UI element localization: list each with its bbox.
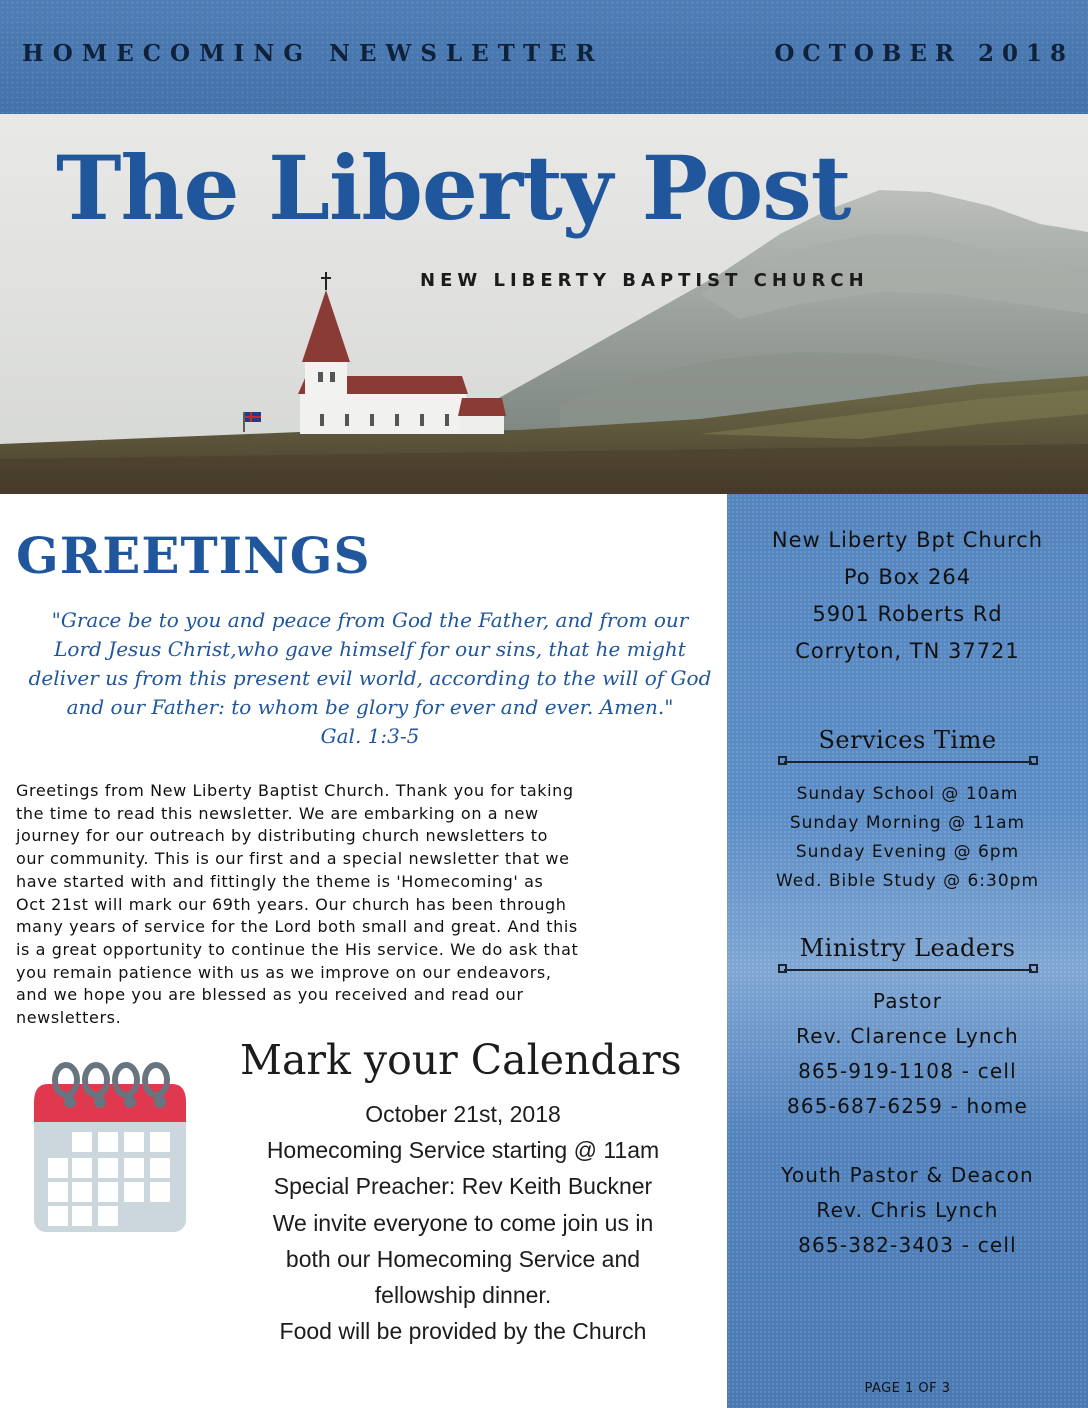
calendar-line: We invite everyone to come join us in [272,1209,654,1236]
calendar-line: fellowship dinner. [374,1282,552,1309]
masthead-title: The Liberty Post [56,136,851,240]
greetings-heading: GREETINGS [16,526,371,585]
calendar-heading: Mark your Calendars [240,1036,682,1084]
services-list [727,780,1088,896]
quote-line: "Grace be to you and peace from God the Father, and from our [51,608,689,632]
issue-date: OCTOBER 2018 [774,40,1074,67]
church-address [727,522,1088,670]
quote-line: and our Father: to whom be glory for ever and ever. Amen." [66,695,674,719]
service-item: Sunday School @ 10am [796,784,1019,804]
greetings-body [16,780,696,1030]
body-line: is a great opportunity to continue the His service. We do ask that [16,939,579,959]
newsletter-label: HOMECOMING NEWSLETTER [22,40,604,67]
leader-line: Youth Pastor & Deacon [781,1163,1034,1187]
leader-line: Rev. Clarence Lynch [796,1024,1019,1048]
sidebar [727,494,1088,1408]
service-item: Wed. Bible Study @ 6:30pm [775,871,1040,891]
address-line: 5901 Roberts Rd [812,602,1003,626]
body-line: our community. This is our first and a special newsletter that we [16,849,570,869]
church-building [298,272,506,434]
calendar-line: October 21st, 2018 [365,1101,561,1127]
leader-line: 865-687-6259 - home [786,1094,1029,1118]
church-name-subtitle: NEW LIBERTY BAPTIST CHURCH [420,270,869,291]
leader-line: 865-919-1108 - cell [798,1059,1017,1083]
hero-banner [0,114,1088,494]
leaders-heading: Ministry Leaders [799,934,1016,962]
calendar-line: Special Preacher: Rev Keith Buckner [273,1173,653,1200]
body-line: the time to read this newsletter. We are embarking on a new [16,803,539,823]
body-line: newsletters. [16,1008,122,1028]
leader-line: 865-382-3403 - cell [798,1233,1017,1257]
section-divider [778,964,1038,976]
body-line: Greetings from New Liberty Baptist Church. Thank you for taking [16,781,574,800]
calendar-details [230,1096,696,1349]
address-line: Po Box 264 [843,565,972,589]
quote-reference: Gal. 1:3-5 [320,724,420,748]
leader-line: Pastor [872,989,943,1013]
quote-line: deliver us from this present evil world, according to the will of God [28,666,712,690]
calendar-line: both our Homecoming Service and [285,1245,641,1272]
page-number: PAGE 1 OF 3 [864,1381,951,1396]
top-bar [0,0,1088,114]
body-line: you remain patience with us as we improve on our endeavors, [16,962,552,982]
scripture-quote [16,606,724,751]
service-item: Sunday Morning @ 11am [789,813,1026,833]
body-line: many years of service for the Lord both small and great. And this [16,917,578,937]
address-line: New Liberty Bpt Church [771,528,1044,552]
quote-line: Lord Jesus Christ,who gave himself for our sins, that he might [54,637,686,661]
service-item: Sunday Evening @ 6pm [795,842,1020,862]
body-line: have started with and fittingly the theme is 'Homecoming' as [16,871,544,891]
calendar-line: Food will be provided by the Church [279,1318,647,1345]
address-line: Corryton, TN 37721 [795,639,1020,663]
body-line: journey for our outreach by distributing church newsletters to [16,826,549,846]
calendar-line: Homecoming Service starting @ 11am [266,1137,660,1164]
calendar-icon [30,1060,190,1236]
body-line: and we hope you are blessed as you received and read our [16,985,524,1005]
body-line: Oct 21st will mark our 69th years. Our church has been through [16,894,567,914]
section-divider [778,756,1038,768]
leaders-list [727,984,1088,1263]
services-heading: Services Time [818,726,997,754]
leader-line: Rev. Chris Lynch [816,1198,999,1222]
